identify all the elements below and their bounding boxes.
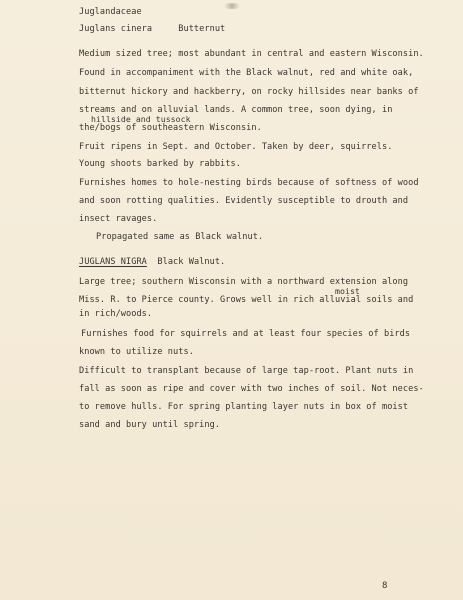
text-line: to remove hulls. For spring planting layer nuts in box of moist [79,402,409,412]
text-line: streams and on alluvial lands. A common tree, soon dying, in [79,105,393,115]
text-line: fall as soon as ripe and cover with two inches of soil. Not neces- [79,384,424,394]
family-heading: Juglandaceae [79,7,142,17]
interlinear-insertion: hillside and tussock [91,114,191,124]
text-line: Furnishes homes to hole-nesting birds because of softness of wood [79,178,419,188]
species2-heading [79,258,225,267]
text-line: Miss. R. to Pierce county. Grows well in rich alluvial soils and [79,295,414,305]
species1-heading [79,25,225,34]
text-line: Found in accompaniment with the Black walnut, red and white oak, [79,68,414,78]
species1-common: Butternut [178,24,226,34]
page-number: 8 [382,581,388,591]
text-line: insect ravages. [79,214,158,224]
text-line: Furnishes food for squirrels and at least four species of birds [81,329,411,339]
text-line: Propagated same as Black walnut. [96,232,264,242]
species2-common: Black Walnut. [157,257,226,267]
text-line: in rich/woods. [79,309,153,319]
species1-latin: Juglans cinera [79,24,153,34]
species2-latin: JUGLANS NIGRA [79,257,147,267]
text-line: Difficult to transplant because of large tap-root. Plant nuts in [79,366,414,376]
text-line: and soon rotting qualities. Evidently susceptible to drouth and [79,196,409,206]
text-line: Fruit ripens in Sept. and October. Taken by deer, squirrels. [79,142,393,152]
text-line: bitternut hickory and hackberry, on rocky hillsides near banks of [79,87,419,97]
text-line: the/bogs of southeastern Wisconsin. [79,123,262,133]
text-line: known to utilize nuts. [79,347,194,357]
text-line: sand and bury until spring. [79,420,221,430]
text-line: Large tree; southern Wisconsin with a northward extension along [79,277,409,287]
text-line: Medium sized tree; most abundant in central and eastern Wisconsin. [79,49,424,59]
interlinear-insertion: moist [335,286,360,296]
ink-smudge [221,3,243,9]
text-line: Young shoots barked by rabbits. [79,159,241,169]
